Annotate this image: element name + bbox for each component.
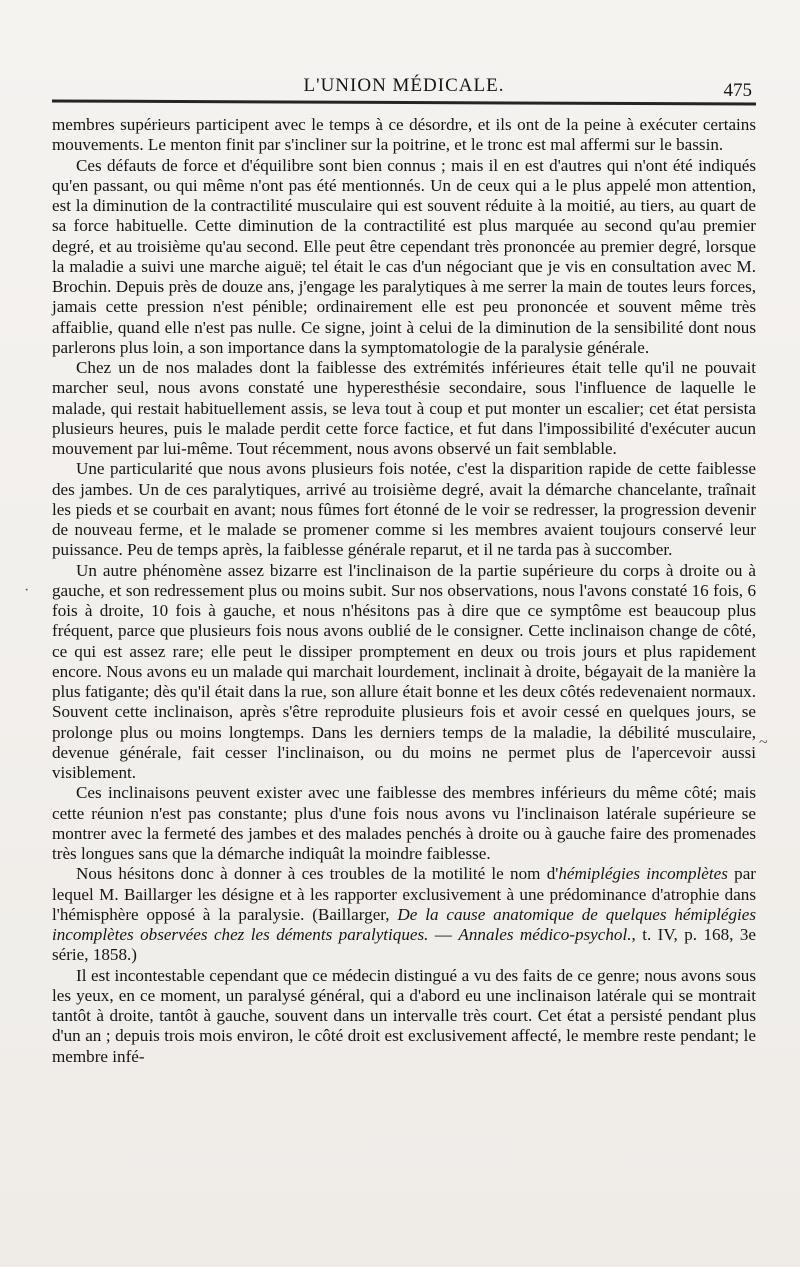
paragraph-7-italic-citation-title: De la cause anatomique de quelques hémiplégies incomplètes observées chez les déments paralytiques. bbox=[52, 904, 756, 944]
paragraph-7 bbox=[52, 864, 756, 965]
paragraph-1: membres supérieurs participent avec le temps à ce désordre, et ils ont de la peine à exécuter certains mouvements. Le menton finit par s'incliner sur la poitrine, et le tronc est mal affermi sur le bassin. bbox=[52, 115, 756, 155]
margin-mark: ~ bbox=[759, 734, 768, 751]
paragraph-7-text-b: par lequel M. Baillarger les désigne et à les rapporter exclusivement à une prédominance d'atrophie dans l'hémisphère opposé à la paralysie. (Baillarger, bbox=[52, 864, 756, 924]
paragraph-7-text-a: Nous hésitons donc à donner à ces troubles de la motilité le nom d' bbox=[76, 864, 559, 884]
page-number: 475 bbox=[723, 80, 752, 101]
paragraph-2: Ces défauts de force et d'équilibre sont bien connus ; mais il en est d'autres qui n'ont été indiqués qu'en passant, ou qui même n'ont pas été mentionnés. Un de ceux qui a le plus appelé mon attention, est la diminution de la contractilité musculaire qui est souvent réduite à la moitié, au tiers, au quart de sa force habituelle. Cette diminution de la contractilité est plus marquée au second qu'au premier degré, et au troisième qu'au second. Elle peut être cependant très prononcée au premier degré, lorsque la maladie a suivi une marche aiguë; tel était le cas d'un négociant que je vis en consultation avec M. Brochin. Depuis près de douze ans, j'engage les paralytiques à me serrer la main de toutes leurs forces, jamais cette pression n'est pénible; ordinairement elle est peu prononcée et souvent même très affaiblie, quand elle n'est pas nulle. Ce signe, joint à celui de la diminution de la sensibilité dont nous parlerons plus loin, a son importance dans la symptomatologie de la paralysie générale. bbox=[52, 155, 756, 357]
paragraph-5: Un autre phénomène assez bizarre est l'inclinaison de la partie supérieure du corps à droite ou à gauche, et son redressement plus ou moins subit. Sur nos observations, nous l'avons constaté 16 fois, 6 fois à droite, 10 fois à gauche, et nous n'hésitons pas à dire que ce symptôme est beaucoup plus fréquent, parce que plusieurs fois nous avons oublié de le consigner. Cette inclinaison change de côté, ce qui est assez rare; elle peut le dissiper promptement en deux ou trois jours et plus rapidement encore. Nous avons eu un malade qui marchait lourdement, inclinait à droite, bégayait de la manière la plus fatigante; dès qu'il était dans la rue, son allure était bonne et les deux côtés redevenaient normaux. Souvent cette inclinaison, après s'être reproduite plusieurs fois et avoir cessé en quelques jours, se prolonge plus ou moins longtemps. Dans les derniers temps de la maladie, la débilité musculaire, devenue générale, fait cesser l'inclinaison, ou du moins ne permet plus de l'apercevoir aussi visiblement. bbox=[52, 560, 756, 782]
article-body bbox=[52, 101, 756, 1067]
margin-dot: · bbox=[24, 582, 30, 599]
paragraph-7-italic-journal: Annales médico-psychol. bbox=[458, 925, 632, 944]
paragraph-4: Une particularité que nous avons plusieurs fois notée, c'est la disparition rapide de cette faiblesse des jambes. Un de ces paralytiques, arrivé au troisième degré, avait la démarche chancelante, traînait les pieds et se courbait en avant; nous fûmes fort étonné de le voir se redresser, la progression devenir de nouveau ferme, et le malade se promener comme si les membres avaient toujours conservé leur puissance. Peu de temps après, la faiblesse générale reparut, et il ne tarda pas à succomber. bbox=[52, 459, 756, 560]
paragraph-6: Ces inclinaisons peuvent exister avec une faiblesse des membres inférieurs du même côté; mais cette réunion n'est pas constante; plus d'une fois nous avons vu l'inclinaison latérale supérieure se montrer avec la fermeté des jambes et des malades penchés à droite ou à gauche faire des promenades très longues sans que la démarche indiquât la moindre faiblesse. bbox=[52, 783, 756, 863]
paragraph-7-italic-term: hémiplégies incomplètes bbox=[558, 864, 728, 884]
paragraph-3: Chez un de nos malades dont la faiblesse des extrémités inférieures était telle qu'il ne pouvait marcher seul, nous avons constaté une hyperesthésie secondaire, sous l'influence de laquelle le malade, qui restait habituellement assis, se leva tout à coup et put monter un escalier; cet état persista plusieurs heures, puis le malade perdit cette force factice, et fut dans l'impossibilité d'exécuter aucun mouvement par lui-même. Tout récemment, nous avons observé un fait semblable. bbox=[52, 358, 756, 458]
page-header bbox=[52, 0, 756, 101]
running-head: L'UNION MÉDICALE. bbox=[303, 75, 505, 96]
paragraph-7-text-c: — bbox=[428, 925, 459, 944]
paragraph-7-text-d: , t. IV, p. 168, 3e série, 1858.) bbox=[52, 925, 757, 965]
paragraph-8: Il est incontestable cependant que ce médecin distingué a vu des faits de ce genre; nous avons sous les yeux, en ce moment, un paralysé général, qui a d'abord eu une inclinaison latérale qui se montrait tantôt à droite, tantôt à gauche, souvent dans un intervalle très court. Cet état a persisté pendant plus d'un an ; depuis trois mois environ, le côté droit est exclusivement affecté, le membre reste pendant; le membre infé- bbox=[52, 965, 756, 1066]
